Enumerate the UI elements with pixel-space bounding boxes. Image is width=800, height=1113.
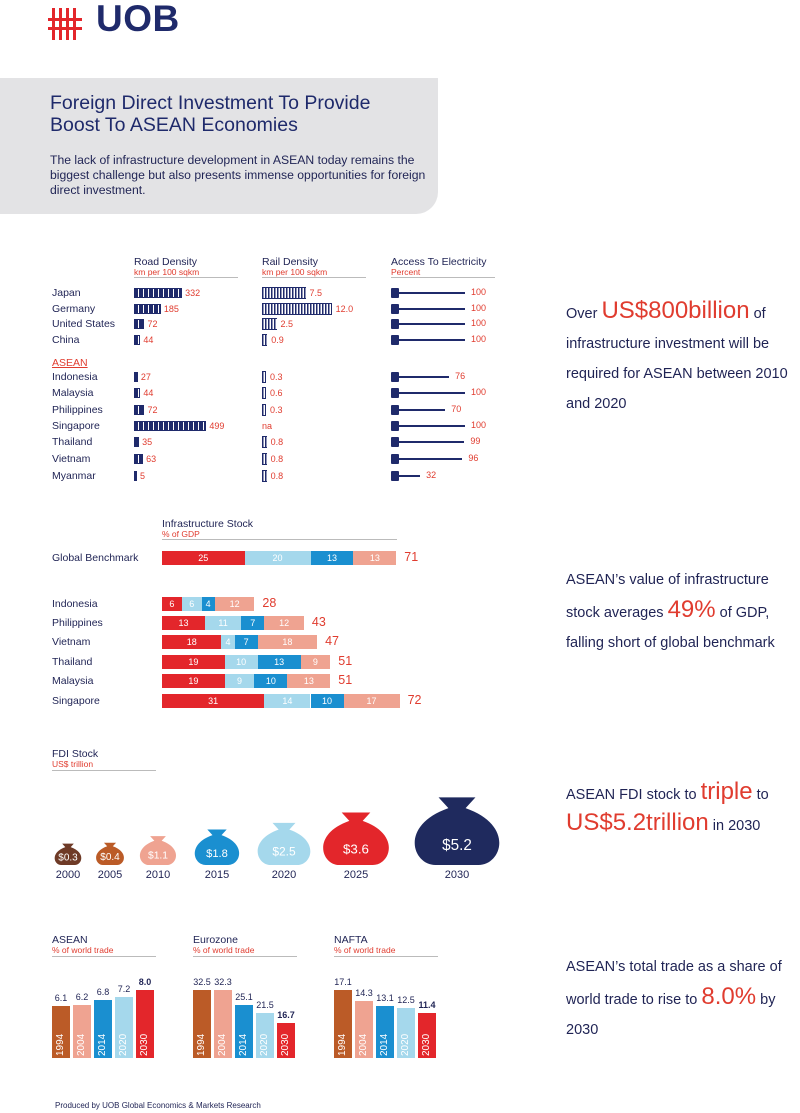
- road-bar: [134, 454, 143, 464]
- electricity-value: 100: [471, 334, 487, 344]
- road-bar: [134, 388, 140, 398]
- trade-value: 7.2: [117, 983, 131, 994]
- plug-icon: [391, 421, 399, 431]
- bag-value: $1.8: [206, 848, 228, 861]
- stat-text: ASEAN’s value of infrastructure stock averages: [566, 572, 769, 621]
- divider: [52, 956, 156, 957]
- stock-segment: 7: [241, 616, 264, 630]
- stock-segment: 11: [205, 616, 241, 630]
- stat-highlight: triple: [700, 778, 753, 805]
- rail-value: 7.5: [309, 288, 323, 298]
- rail-value: 0.9: [271, 335, 284, 345]
- stock-segment: 19: [162, 674, 225, 688]
- stock-segment: 13: [311, 551, 354, 565]
- trade-value: 21.5: [256, 1000, 274, 1010]
- trade-year: 2020: [400, 1033, 411, 1056]
- rail-value: 0.8: [270, 437, 284, 447]
- trade-year: 2014: [97, 1033, 108, 1056]
- money-bag-icon: [323, 812, 389, 865]
- rail-bar: [262, 334, 267, 346]
- stock-unit: % of GDP: [162, 529, 200, 539]
- trade-value: 6.2: [75, 992, 89, 1003]
- stat-investment: [566, 296, 796, 419]
- electricity-line: [399, 409, 445, 411]
- country-label: Indonesia: [52, 371, 98, 383]
- stock-segment: 13: [258, 655, 301, 669]
- stat-text: in 2030: [708, 818, 761, 834]
- bag-value: $0.3: [58, 852, 78, 864]
- year-label: 2005: [97, 869, 123, 881]
- bag-value: $1.1: [147, 850, 169, 862]
- trade-year: 2014: [238, 1033, 249, 1056]
- footer-credit: Produced by UOB Global Economics & Markets Research: [55, 1101, 261, 1110]
- trade-group-unit: % of world trade: [193, 945, 255, 955]
- country-label: Vietnam: [52, 636, 91, 648]
- road-bar: [134, 288, 182, 298]
- electricity-value: 100: [471, 287, 487, 297]
- brand-name: UOB: [96, 0, 180, 39]
- stock-total: 43: [311, 615, 326, 629]
- bag-value: $0.4: [100, 852, 120, 864]
- country-label: Myanmar: [52, 470, 96, 482]
- plug-icon: [391, 437, 399, 447]
- stock-total: 72: [407, 693, 422, 707]
- stat-highlight: 49%: [667, 596, 716, 623]
- stock-segment: 19: [162, 655, 225, 669]
- country-label: Germany: [52, 303, 96, 315]
- rail-bar: [262, 404, 266, 416]
- country-label: Singapore: [52, 420, 100, 432]
- stock-segment: 12: [264, 616, 304, 630]
- road-value: 63: [146, 454, 157, 464]
- rail-bar: [262, 387, 266, 399]
- stat-highlight: US$5.2trillion: [566, 809, 709, 836]
- stock-segment: 6: [162, 597, 182, 611]
- electricity-line: [399, 376, 449, 378]
- stock-segment: 14: [264, 694, 310, 708]
- electricity-line: [399, 475, 420, 477]
- plug-icon: [391, 454, 399, 464]
- country-label: Malaysia: [52, 387, 94, 399]
- country-label: Japan: [52, 287, 81, 299]
- stat-highlight: US$800billion: [601, 297, 750, 324]
- stat-text: Over: [566, 306, 602, 322]
- road-value: 44: [143, 335, 154, 345]
- road-value: 5: [140, 471, 146, 481]
- rail-value: 2.5: [280, 319, 294, 329]
- rail-bar: [262, 303, 332, 315]
- trade-group-unit: % of world trade: [334, 945, 396, 955]
- country-label: Indonesia: [52, 598, 98, 610]
- electricity-line: [399, 441, 464, 443]
- road-value: 72: [147, 319, 158, 329]
- rail-value: 12.0: [335, 304, 354, 314]
- trade-value: 12.5: [397, 995, 415, 1006]
- country-label: Malaysia: [52, 675, 94, 687]
- electricity-line: [399, 308, 465, 310]
- electricity-line: [399, 292, 465, 294]
- trade-group-title: NAFTA: [334, 934, 368, 946]
- year-label: 2000: [55, 869, 81, 881]
- stock-total: 51: [338, 673, 353, 687]
- trade-year: 2004: [76, 1033, 87, 1056]
- year-label: 2020: [271, 869, 297, 881]
- stock-segment: 7: [235, 635, 258, 649]
- plug-icon: [391, 405, 399, 415]
- electricity-value: 70: [451, 404, 462, 414]
- electricity-value: 76: [455, 371, 466, 381]
- trade-year: 2030: [280, 1033, 291, 1056]
- plug-icon: [391, 288, 399, 298]
- trade-value: 17.1: [334, 977, 352, 987]
- stock-segment: 31: [162, 694, 264, 708]
- trade-value: 32.5: [193, 977, 211, 987]
- road-value: 332: [185, 288, 201, 298]
- electricity-value: 100: [471, 420, 487, 430]
- road-bar: [134, 335, 140, 345]
- stat-stock: [566, 565, 796, 658]
- stock-segment: 20: [245, 551, 311, 565]
- plug-icon: [391, 304, 399, 314]
- road-value: 44: [143, 388, 154, 398]
- trade-value: 32.3: [214, 977, 232, 988]
- divider: [391, 277, 495, 278]
- rail-bar: [262, 436, 267, 448]
- electricity-value: 32: [426, 470, 437, 480]
- stock-total: 71: [404, 550, 419, 564]
- stat-text: ASEAN’s total trade as a share of world trade to rise to: [566, 959, 782, 1008]
- fdi-unit: US$ trillion: [52, 759, 94, 769]
- road-bar: [134, 437, 139, 447]
- rail-value: 0.8: [270, 454, 284, 464]
- trade-year: 2030: [421, 1033, 432, 1056]
- year-label: 2010: [145, 869, 171, 881]
- road-bar: [134, 304, 161, 314]
- road-bar: [134, 319, 144, 329]
- stat-text: to: [752, 787, 769, 803]
- country-label: Singapore: [52, 695, 100, 707]
- stat-text: ASEAN FDI stock to: [566, 787, 701, 803]
- intro-text: The lack of infrastructure development in ASEAN today remains the biggest challenge but also presents immense opportunities for foreign direct investment.: [50, 153, 426, 197]
- electricity-value: 100: [471, 318, 487, 328]
- rail-value: 0.3: [270, 372, 283, 382]
- electricity-unit: Percent: [391, 267, 421, 277]
- electricity-line: [399, 323, 465, 325]
- country-label: Philippines: [52, 617, 103, 629]
- stock-segment: 12: [215, 597, 255, 611]
- trade-year: 1994: [55, 1033, 66, 1056]
- year-label: 2030: [444, 869, 470, 881]
- country-label: United States: [52, 318, 116, 330]
- road-value: 185: [163, 304, 179, 314]
- stock-segment: 18: [162, 635, 221, 649]
- stock-segment: 9: [225, 674, 255, 688]
- electricity-line: [399, 339, 465, 341]
- road-bar: [134, 372, 138, 382]
- country-label: Thailand: [52, 436, 93, 448]
- asean-heading: ASEAN: [52, 357, 88, 369]
- country-label: Global Benchmark: [52, 552, 139, 564]
- fdi-title: FDI Stock: [52, 748, 99, 760]
- stock-segment: 4: [221, 635, 234, 649]
- trade-value: 25.1: [235, 992, 253, 1003]
- rail-bar: [262, 453, 267, 465]
- stock-segment: 10: [311, 694, 344, 708]
- plug-icon: [391, 335, 399, 345]
- road-density-title: Road Density: [134, 256, 198, 268]
- road-value: 72: [147, 405, 158, 415]
- divider: [134, 277, 238, 278]
- trade-year: 2020: [259, 1033, 270, 1056]
- electricity-title: Access To Electricity: [391, 256, 487, 268]
- stat-trade: [566, 952, 796, 1045]
- stock-segment: 6: [182, 597, 202, 611]
- rail-value: na: [262, 421, 273, 431]
- stock-total: 47: [325, 634, 339, 648]
- electricity-line: [399, 392, 465, 394]
- trade-year: 1994: [196, 1033, 207, 1056]
- country-label: Vietnam: [52, 453, 91, 465]
- trade-value: 14.3: [355, 988, 373, 999]
- electricity-value: 100: [471, 303, 487, 313]
- stock-segment: 18: [258, 635, 317, 649]
- trade-value: 13.1: [376, 992, 394, 1003]
- bag-value: $3.6: [343, 841, 369, 857]
- country-label: Philippines: [52, 404, 103, 416]
- road-value: 499: [209, 421, 225, 431]
- stat-text: by 2030: [566, 992, 776, 1038]
- plug-icon: [391, 372, 399, 382]
- divider: [162, 539, 397, 540]
- stat-text: of GDP, falling short of global benchmark: [566, 605, 775, 651]
- road-bar: [134, 421, 206, 431]
- road-bar: [134, 471, 137, 481]
- fdi-bags-chart: [0, 740, 540, 890]
- plug-icon: [391, 319, 399, 329]
- stock-segment: 13: [287, 674, 330, 688]
- rail-bar: [262, 287, 306, 299]
- electricity-value: 99: [470, 436, 481, 446]
- bag-value: $2.5: [272, 844, 296, 859]
- trade-year: 2004: [358, 1033, 369, 1056]
- stat-fdi: [566, 778, 796, 840]
- stat-text: of infrastructure investment will be required for ASEAN between 2010 and 2020: [566, 306, 788, 412]
- trade-value: 11.4: [418, 999, 436, 1010]
- country-label: Thailand: [52, 656, 93, 668]
- divider: [334, 956, 438, 957]
- trade-value: 6.1: [54, 993, 68, 1004]
- trade-value: 8.0: [138, 977, 152, 987]
- stock-segment: 25: [162, 551, 245, 565]
- stock-segment: 10: [225, 655, 258, 669]
- trade-group-unit: % of world trade: [52, 945, 114, 955]
- trade-value: 16.7: [277, 1010, 295, 1021]
- road-value: 27: [140, 372, 151, 382]
- road-density-unit: km per 100 sqkm: [134, 267, 200, 277]
- electricity-value: 100: [471, 387, 487, 397]
- trade-year: 2004: [217, 1033, 228, 1056]
- rail-bar: [262, 470, 267, 482]
- money-bag-icon: [415, 797, 500, 865]
- stat-highlight: 8.0%: [701, 983, 757, 1010]
- trade-year: 2020: [118, 1033, 129, 1056]
- year-label: 2015: [204, 869, 230, 881]
- trade-year: 2030: [139, 1033, 150, 1056]
- divider: [262, 277, 366, 278]
- plug-icon: [391, 471, 399, 481]
- trade-group-title: Eurozone: [193, 934, 238, 946]
- rail-bar: [262, 318, 277, 330]
- road-value: 35: [142, 437, 153, 447]
- stock-segment: 13: [353, 551, 396, 565]
- trade-group-title: ASEAN: [52, 934, 88, 946]
- rail-bar: [262, 371, 266, 383]
- electricity-line: [399, 425, 465, 427]
- rail-density-unit: km per 100 sqkm: [262, 267, 328, 277]
- road-bar: [134, 405, 144, 415]
- stock-segment: 10: [254, 674, 287, 688]
- rail-value: 0.8: [270, 471, 284, 481]
- stock-total: 51: [338, 654, 353, 668]
- stock-title: Infrastructure Stock: [162, 518, 254, 530]
- trade-year: 1994: [337, 1033, 348, 1056]
- stock-segment: 17: [344, 694, 400, 708]
- rail-value: 0.6: [270, 388, 283, 398]
- stock-segment: 9: [301, 655, 331, 669]
- electricity-line: [399, 458, 462, 460]
- rail-value: 0.3: [270, 405, 283, 415]
- stock-total: 28: [262, 596, 277, 610]
- trade-value: 6.8: [96, 987, 110, 998]
- electricity-value: 96: [468, 453, 479, 463]
- year-label: 2025: [343, 869, 369, 881]
- rail-density-title: Rail Density: [262, 256, 319, 268]
- stock-segment: 4: [202, 597, 215, 611]
- trade-year: 2014: [379, 1033, 390, 1056]
- divider: [193, 956, 297, 957]
- plug-icon: [391, 388, 399, 398]
- bag-value: $5.2: [442, 837, 472, 855]
- stock-segment: 13: [162, 616, 205, 630]
- country-label: China: [52, 334, 80, 346]
- page-title: Foreign Direct Investment To Provide Boost To ASEAN Economies: [50, 92, 371, 136]
